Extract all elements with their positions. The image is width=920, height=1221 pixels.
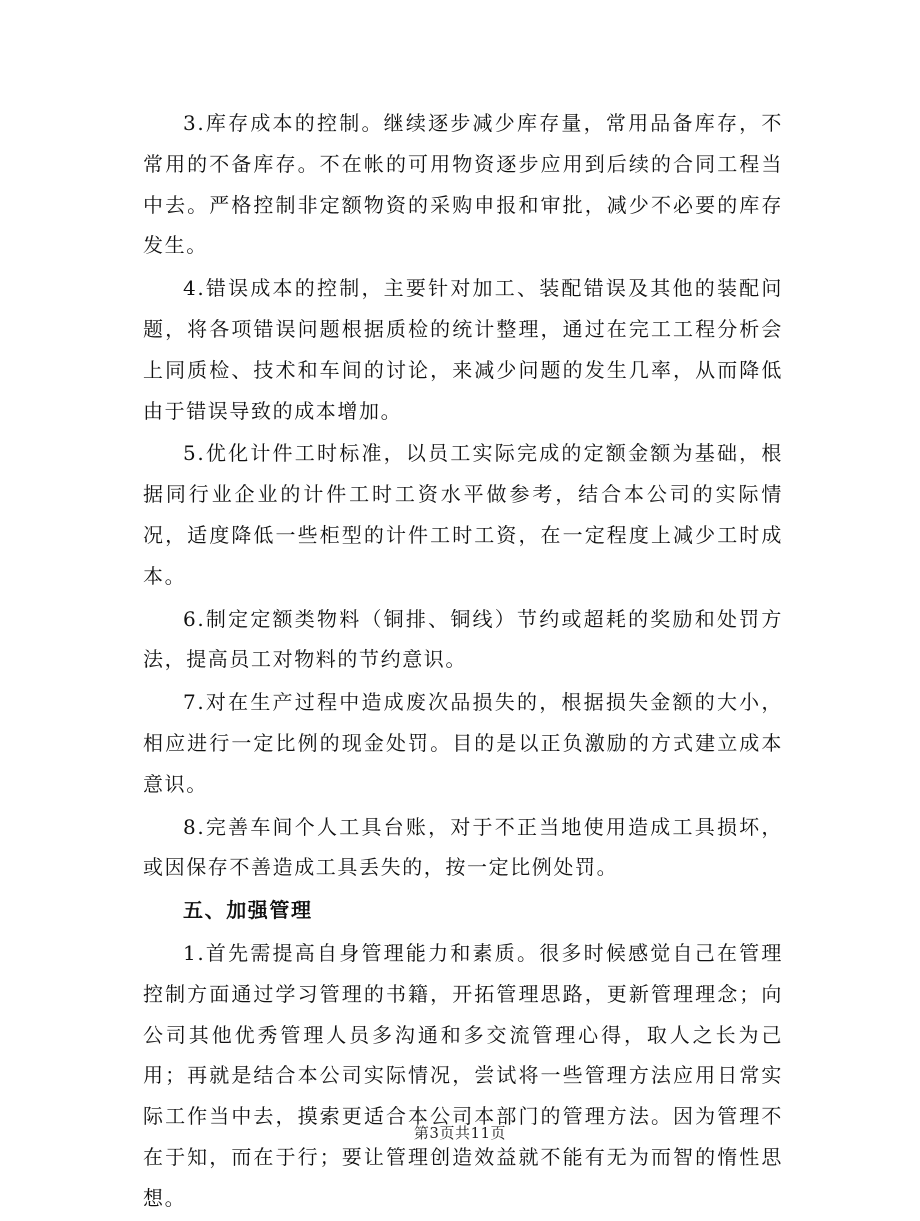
paragraph-error-cost: 4.错误成本的控制，主要针对加工、装配错误及其他的装配问题，将各项错误问题根据质检的统计整理，通过在完工工程分析会上同质检、技术和车间的讨论，来减少问题的发生几率，从而降低由于错误导致的成本增加。 bbox=[143, 276, 783, 423]
paragraph-material-quota: 6.制定定额类物料（铜排、铜线）节约或超耗的奖励和处罚方法，提高员工对物料的节约意识。 bbox=[143, 606, 783, 672]
paragraph-scrap-penalty: 7.对在生产过程中造成废次品损失的，根据损失金额的大小，相应进行一定比例的现金处罚。目的是以正负激励的方式建立成本意识。 bbox=[143, 690, 783, 796]
section-heading: 五、加强管理 bbox=[183, 898, 313, 923]
paragraph-tool-ledger: 8.完善车间个人工具台账，对于不正当地使用造成工具损坏，或因保存不善造成工具丢失的，按一定比例处罚。 bbox=[143, 814, 783, 880]
paragraph-self-management: 1.首先需提高自身管理能力和素质。很多时候感觉自己在管理控制方面通过学习管理的书籍，开拓管理思路，更新管理理念；向公司其他优秀管理人员多沟通和多交流管理心得，取人之长为己用；再就是结合本公司实际情况，尝试将一些管理方法应用日常实际工作当中去，摸索更适合本公司本部门的管理方法。因为管理不在于知，而在于行；要让管理创造效益就不能有无为而智的惰性思想。 bbox=[143, 940, 783, 1210]
paragraph-inventory-cost: 3.库存成本的控制。继续逐步减少库存量，常用品备库存，不常用的不备库存。不在帐的可用物资逐步应用到后续的合同工程当中去。严格控制非定额物资的采购申报和审批，减少不必要的库存发生。 bbox=[143, 111, 783, 258]
document-body bbox=[143, 103, 783, 1221]
page-number-footer: 第3页共11页 bbox=[413, 1124, 507, 1142]
paragraph-piecework-standard: 5.优化计件工时标准，以员工实际完成的定额金额为基础，根据同行业企业的计件工时工资水平做参考，结合本公司的实际情况，适度降低一些柜型的计件工时工资，在一定程度上减少工时成本。 bbox=[143, 441, 783, 588]
